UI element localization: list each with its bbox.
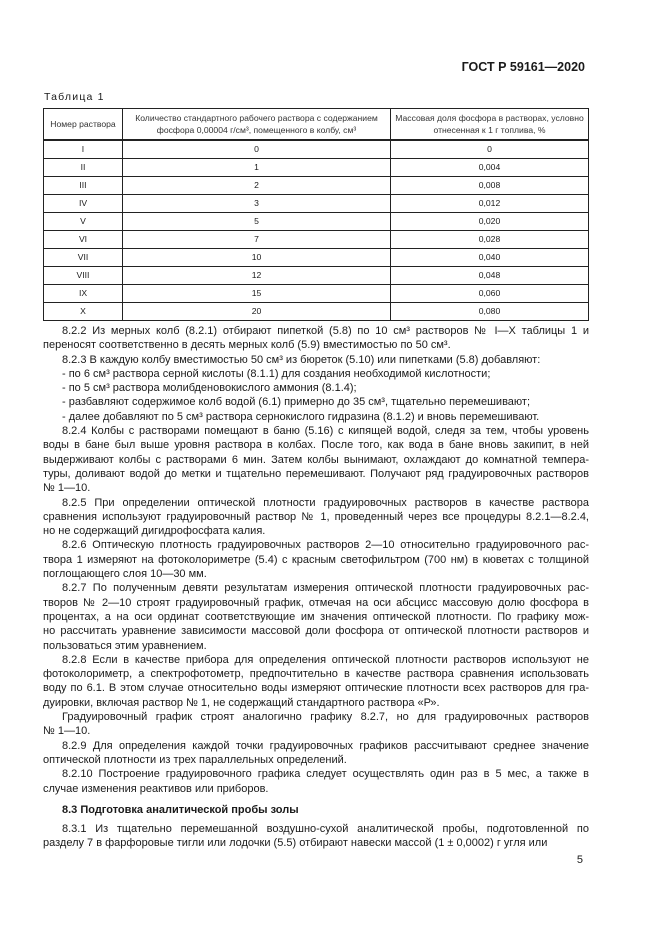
column-header: Массовая доля фосфора в растворах, условно отнесенная к 1 г топлива, %: [391, 109, 589, 141]
table-header-row: [44, 109, 589, 141]
table-row: [44, 213, 589, 231]
table-row: [44, 195, 589, 213]
text-line: туры, доливают водой до метки и тщательно перемешивают. Получают ряд градуировочных растворов: [43, 467, 589, 480]
text-line: воды в бане был выше уровня раствора в колбах. После того, как вода в бане вновь закипит, в ней: [43, 439, 589, 452]
text-line: оптической плотности из трех параллельных определений.: [43, 753, 347, 766]
table-cell: 2: [123, 177, 391, 195]
text-line: 8.2.10 Построение градуировочного графика следует осуществлять один раз в 5 мес, а также в: [62, 768, 589, 781]
text-line: процентах, а на оси ординат соответствующие им значения оптической плотности. По графику мож-: [43, 610, 589, 623]
table-cell: IX: [44, 285, 123, 303]
text-line: дуировки, включая раствор № 1, не содержащий стандартного раствора «Р».: [43, 696, 440, 709]
table-cell: 10: [123, 249, 391, 267]
table-cell: 15: [123, 285, 391, 303]
table-cell: 0,080: [391, 303, 589, 321]
table-cell: 5: [123, 213, 391, 231]
table-cell: 0,012: [391, 195, 589, 213]
text-line: 8.2.6 Оптическую плотность градуировочных растворов 2—10 относительно градуировочного рас-: [62, 539, 589, 552]
text-line: № 1—10.: [43, 725, 91, 738]
text-line: но не содержащий дигидрофосфата калия.: [43, 525, 266, 538]
table-cell: 20: [123, 303, 391, 321]
text-line: творов № 2—10 строят градуировочный график, отмечая на оси абсцисс массовую долю фосфора в: [43, 596, 589, 609]
text-line: 8.2.8 Если в качестве прибора для определения оптической плотности растворов используют не: [62, 653, 589, 666]
table-cell: I: [44, 140, 123, 159]
table-cell: 0,060: [391, 285, 589, 303]
document-code: ГОСТ Р 59161—2020: [461, 60, 585, 74]
paragraph: [43, 538, 589, 581]
table-cell: 1: [123, 159, 391, 177]
page-number: 5: [576, 853, 583, 866]
text-line: 8.2.2 Из мерных колб (8.2.1) отбирают пипеткой (5.8) по 10 см³ растворов № I—X таблицы 1 и: [62, 325, 589, 337]
text-line: случае изменения реактивов или приборов.: [43, 782, 269, 795]
table-cell: III: [44, 177, 123, 195]
table-cell: 0: [123, 140, 391, 159]
text-line: 8.2.5 При определении оптической плотности градуировочных растворов в качестве раствора: [62, 496, 589, 509]
column-header: Количество стандартного рабочего раствора с содержанием фосфора 0,00004 г/см³, помещенного в колбу, см³: [123, 109, 391, 141]
text-line: выдерживают колбы с растворами 6 мин. Затем колбы вынимают, охлаждают до комнатной темпера-: [43, 453, 589, 466]
table-cell: VI: [44, 231, 123, 249]
table-row: [44, 285, 589, 303]
table-row: [44, 159, 589, 177]
text-line: 8.2.3 В каждую колбу вместимостью 50 см³ из бюреток (5.10) или пипетками (5.8) добавляют:: [62, 353, 541, 366]
paragraph: [43, 653, 589, 710]
table-cell: 0: [391, 140, 589, 159]
table-row: [44, 140, 589, 159]
document-body: [43, 324, 589, 851]
table-cell: VII: [44, 249, 123, 267]
table-cell: 0,040: [391, 249, 589, 267]
table-row: [44, 177, 589, 195]
text-line: но рассчитать уравнение зависимости массовой доли фосфора от оптической плотности растворов и: [43, 625, 589, 638]
table-cell: 0,008: [391, 177, 589, 195]
column-header: Номер раствора: [44, 109, 123, 141]
paragraph: [43, 581, 589, 652]
text-line: Градуировочный график строят аналогично графику 8.2.7, но для градуировочных растворов: [62, 711, 589, 724]
table-row: [44, 249, 589, 267]
paragraph: [43, 710, 589, 739]
text-line: № 1—10.: [43, 482, 91, 495]
table-cell: 12: [123, 267, 391, 285]
table-cell: X: [44, 303, 123, 321]
paragraph: [43, 324, 589, 353]
document-flow: [43, 108, 589, 867]
text-line: - разбавляют содержимое колб водой (6.1) примерно до 35 см³, тщательно перемешивают;: [62, 396, 531, 409]
text-line: пользоваться этим уравнением.: [43, 639, 207, 652]
table-cell: 0,004: [391, 159, 589, 177]
table-row: [44, 303, 589, 321]
paragraph: [43, 410, 589, 424]
table-cell: 0,020: [391, 213, 589, 231]
text-line: сравнения используют градуировочный раствор № 1, проведенный через все процедуры 8.2.1—8.2.4,: [43, 510, 589, 523]
table-cell: II: [44, 159, 123, 177]
text-line: фотоколориметр, а спектрофотометр, предпочтительно в качестве раствора сравнения использовать: [43, 668, 589, 681]
text-line: воду по 6.1. В этом случае относительно воды измеряют оптические плотности всех растворов для гра-: [43, 682, 589, 695]
table-cell: 0,028: [391, 231, 589, 249]
table-row: [44, 267, 589, 285]
text-line: - далее добавляют по 5 см³ раствора сернокислого гидразина (8.1.2) и вновь перемешивают.: [62, 410, 540, 423]
table-caption: Таблица 1: [44, 91, 105, 103]
text-line: - по 5 см³ раствора молибденовокислого аммония (8.1.4);: [62, 382, 357, 395]
paragraph: [43, 739, 589, 768]
table-cell: VIII: [44, 267, 123, 285]
paragraph: [43, 822, 589, 851]
text-line: переносят соответственно в десять мерных колб (5.9) вместимостью по 50 см³.: [43, 339, 451, 352]
paragraph: [43, 767, 589, 796]
paragraph: [43, 424, 589, 495]
table-cell: V: [44, 213, 123, 231]
table-cell: 0,048: [391, 267, 589, 285]
table-cell: 7: [123, 231, 391, 249]
paragraph: [43, 367, 589, 381]
paragraph: [43, 395, 589, 409]
paragraph: [43, 496, 589, 539]
text-line: 8.2.4 Колбы с растворами помещают в баню (5.16) с кипящей водой, следя за тем, чтобы уровень: [62, 425, 589, 438]
text-line: твора 1 измеряют на фотоколориметре (5.4) с красным светофильтром (700 нм) в кюветах с толщиной: [43, 553, 589, 566]
paragraph: [43, 353, 589, 367]
section-heading: 8.3 Подготовка аналитической пробы золы: [62, 803, 299, 816]
paragraph: [43, 381, 589, 395]
text-line: разделу 7 в фарфоровые тигли или лодочки (5.5) отбирают навески массой (1 ± 0,0002) г угля или: [43, 837, 548, 850]
calibration-table: [43, 108, 589, 321]
text-line: 8.2.9 Для определения каждой точки градуировочных графиков рассчитывают среднее значение: [62, 739, 589, 752]
table-row: [44, 231, 589, 249]
table-cell: 3: [123, 195, 391, 213]
text-line: поглощающего слоя 10—30 мм.: [43, 568, 207, 581]
text-line: - по 6 см³ раствора серной кислоты (8.1.1) для создания необходимой кислотности;: [62, 367, 491, 380]
text-line: 8.3.1 Из тщательно перемешанной воздушно-сухой аналитической пробы, подготовленной по: [62, 823, 589, 836]
table-cell: IV: [44, 195, 123, 213]
text-line: 8.2.7 По полученным девяти результатам измерения оптической плотности градуировочных рас-: [62, 582, 589, 595]
